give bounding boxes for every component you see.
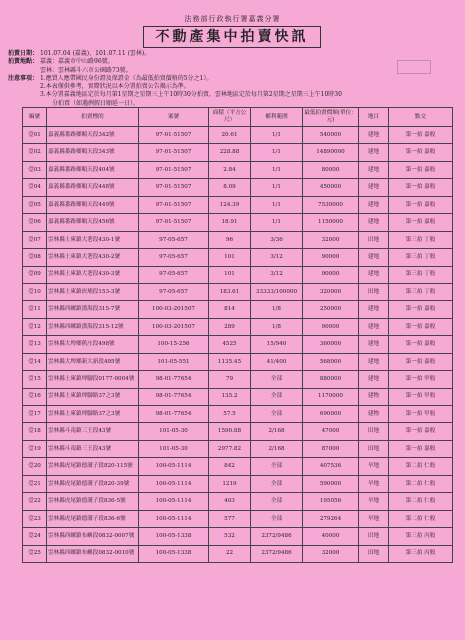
cell-item: 雲林縣大埤鄉舊庄段498號 bbox=[47, 336, 139, 353]
cell-land-type: 田地 bbox=[359, 440, 389, 457]
cell-item: 嘉義縣番路鄉順天段404號 bbox=[47, 161, 139, 178]
cell-share: 1/8 bbox=[251, 301, 303, 318]
cell-min-price: 450000 bbox=[303, 179, 359, 196]
cell-area: 183.61 bbox=[209, 283, 251, 300]
cell-min-price: 87000 bbox=[303, 440, 359, 457]
cell-item: 雲林縣斗南鎮三王段43號 bbox=[47, 440, 139, 457]
cell-area: 1135.45 bbox=[209, 353, 251, 370]
notes-row-3 bbox=[8, 91, 458, 99]
table-row bbox=[23, 458, 453, 475]
location-1: 嘉義：嘉義市中山路96號。 bbox=[40, 58, 114, 66]
cell-land-type: 田地 bbox=[359, 423, 389, 440]
cell-id: 壹11 bbox=[23, 301, 47, 318]
date-value: 101.07.04 (嘉義)、101.07.11 (雲林)。 bbox=[40, 50, 151, 57]
cell-min-price: 80000 bbox=[303, 161, 359, 178]
cell-land-type: 建地 bbox=[359, 371, 389, 388]
cell-area: 532 bbox=[209, 528, 251, 545]
cell-min-price: 7530000 bbox=[303, 196, 359, 213]
cell-share: 1/1 bbox=[251, 214, 303, 231]
table-header-row bbox=[23, 108, 453, 127]
auction-table bbox=[22, 107, 453, 563]
table-row bbox=[23, 161, 453, 178]
column-header-min-price: 最低拍賣價額(單位：元) bbox=[303, 108, 359, 127]
cell-land-type: 建物 bbox=[359, 406, 389, 423]
cell-land-type: 建地 bbox=[359, 144, 389, 161]
note-3b: 分拍賣（如遇例假日順延一日）。 bbox=[52, 99, 140, 107]
column-header-item: 拍賣標的 bbox=[47, 108, 139, 127]
cell-id: 壹23 bbox=[23, 510, 47, 527]
cell-land-type: 旱地 bbox=[359, 493, 389, 510]
cell-min-price: 407536 bbox=[303, 458, 359, 475]
cell-area: 101 bbox=[209, 266, 251, 283]
cell-id: 壹22 bbox=[23, 493, 47, 510]
column-header-id: 編號 bbox=[23, 108, 47, 127]
table-row bbox=[23, 196, 453, 213]
cell-land-type: 建地 bbox=[359, 127, 389, 144]
cell-case-no: 97-05-657 bbox=[139, 231, 209, 248]
cell-id: 壹01 bbox=[23, 127, 47, 144]
cell-land-type: 建地 bbox=[359, 161, 389, 178]
cell-round: 第一拍 嘉般 bbox=[389, 423, 453, 440]
cell-id: 壹03 bbox=[23, 161, 47, 178]
cell-share: 3/36 bbox=[251, 231, 303, 248]
cell-round: 第二拍 仁般 bbox=[389, 475, 453, 492]
cell-min-price: 1150000 bbox=[303, 214, 359, 231]
cell-land-type: 建地 bbox=[359, 353, 389, 370]
cell-min-price: 690000 bbox=[303, 406, 359, 423]
cell-id: 壹07 bbox=[23, 231, 47, 248]
cell-area: 4525 bbox=[209, 336, 251, 353]
cell-item: 嘉義縣番路鄉順天段448號 bbox=[47, 179, 139, 196]
table-row bbox=[23, 336, 453, 353]
cell-round: 第一拍 嘉般 bbox=[389, 179, 453, 196]
table-row bbox=[23, 423, 453, 440]
cell-round: 第三拍 丙般 bbox=[389, 528, 453, 545]
note-2: 2.本表僅供參考，實際狀況以本分署拍賣公告揭示為準。 bbox=[40, 83, 190, 91]
cell-land-type: 旱地 bbox=[359, 475, 389, 492]
cell-round: 第一拍 嘉般 bbox=[389, 127, 453, 144]
notes-label: 注意事項： bbox=[8, 74, 39, 82]
cell-id: 壹15 bbox=[23, 371, 47, 388]
cell-id: 壹16 bbox=[23, 388, 47, 405]
cell-share: 2372/9486 bbox=[251, 545, 303, 562]
cell-id: 壹14 bbox=[23, 353, 47, 370]
table-row bbox=[23, 528, 453, 545]
cell-area: 842 bbox=[209, 458, 251, 475]
cell-case-no: 100-03-201507 bbox=[139, 318, 209, 335]
cell-case-no: 97-05-657 bbox=[139, 249, 209, 266]
cell-item: 嘉義縣番路鄉順天段343號 bbox=[47, 144, 139, 161]
location-label: 拍賣地點： bbox=[8, 58, 39, 66]
cell-share: 全部 bbox=[251, 388, 303, 405]
table-row bbox=[23, 266, 453, 283]
table-row bbox=[23, 231, 453, 248]
cell-share: 1/1 bbox=[251, 196, 303, 213]
cell-case-no: 98-01-77654 bbox=[139, 371, 209, 388]
cell-round: 第三拍 丁般 bbox=[389, 231, 453, 248]
cell-item: 雲林縣土庫鎮大荖段430-3號 bbox=[47, 266, 139, 283]
cell-item: 嘉義縣番路鄉順天段456號 bbox=[47, 214, 139, 231]
cell-id: 壹06 bbox=[23, 214, 47, 231]
cell-min-price: 360000 bbox=[303, 336, 359, 353]
cell-land-type: 建地 bbox=[359, 336, 389, 353]
cell-round: 第一拍 嘉般 bbox=[389, 353, 453, 370]
cell-land-type: 田地 bbox=[359, 231, 389, 248]
table-body bbox=[23, 127, 453, 563]
cell-area: 403 bbox=[209, 493, 251, 510]
cell-land-type: 建地 bbox=[359, 318, 389, 335]
cell-area: 289 bbox=[209, 318, 251, 335]
cell-share: 1/1 bbox=[251, 161, 303, 178]
cell-land-type: 建地 bbox=[359, 179, 389, 196]
cell-case-no: 100-05-1114 bbox=[139, 510, 209, 527]
cell-land-type: 建地 bbox=[359, 249, 389, 266]
cell-round: 第三拍 丙般 bbox=[389, 545, 453, 562]
cell-round: 第一拍 甲般 bbox=[389, 406, 453, 423]
cell-share: 33333/100000 bbox=[251, 283, 303, 300]
cell-share: 1/8 bbox=[251, 318, 303, 335]
cell-area: 1590.88 bbox=[209, 423, 251, 440]
table-row bbox=[23, 214, 453, 231]
cell-area: 18.91 bbox=[209, 214, 251, 231]
cell-share: 1/1 bbox=[251, 179, 303, 196]
cell-share: 3/12 bbox=[251, 266, 303, 283]
column-header-share: 權利範圍 bbox=[251, 108, 303, 127]
cell-round: 第一拍 甲般 bbox=[389, 388, 453, 405]
table-row bbox=[23, 440, 453, 457]
cell-min-price: 279264 bbox=[303, 510, 359, 527]
cell-id: 壹08 bbox=[23, 249, 47, 266]
cell-round: 第三拍 丁般 bbox=[389, 266, 453, 283]
cell-id: 壹19 bbox=[23, 440, 47, 457]
cell-land-type: 建地 bbox=[359, 196, 389, 213]
cell-land-type: 旱地 bbox=[359, 458, 389, 475]
column-header-area: 面積（平方公尺） bbox=[209, 108, 251, 127]
cell-min-price: 590000 bbox=[303, 475, 359, 492]
table-row bbox=[23, 301, 453, 318]
cell-area: 2.84 bbox=[209, 161, 251, 178]
cell-item: 雲林縣大埤鄉新大新段495號 bbox=[47, 353, 139, 370]
cell-land-type: 旱地 bbox=[359, 510, 389, 527]
cell-item: 雲林縣虎尾鎮德溝子段820-39號 bbox=[47, 475, 139, 492]
column-header-case-no: 案號 bbox=[139, 108, 209, 127]
cell-case-no: 97-01-51507 bbox=[139, 144, 209, 161]
cell-id: 壹09 bbox=[23, 266, 47, 283]
cell-case-no: 97-05-657 bbox=[139, 266, 209, 283]
cell-round: 第二拍 仁般 bbox=[389, 458, 453, 475]
cell-area: 814 bbox=[209, 301, 251, 318]
cell-id: 壹13 bbox=[23, 336, 47, 353]
cell-id: 壹12 bbox=[23, 318, 47, 335]
table-row bbox=[23, 406, 453, 423]
cell-land-type: 田地 bbox=[359, 528, 389, 545]
cell-area: 101 bbox=[209, 249, 251, 266]
cell-share: 41/400 bbox=[251, 353, 303, 370]
cell-min-price: 90000 bbox=[303, 266, 359, 283]
cell-min-price: 568000 bbox=[303, 353, 359, 370]
cell-case-no: 100-05-1338 bbox=[139, 528, 209, 545]
cell-item: 雲林縣西螺鎮布嶼段0832-0010號 bbox=[47, 545, 139, 562]
cell-case-no: 100-05-1338 bbox=[139, 545, 209, 562]
cell-area: 79 bbox=[209, 371, 251, 388]
cell-land-type: 田地 bbox=[359, 283, 389, 300]
cell-area: 8.09 bbox=[209, 179, 251, 196]
cell-land-type: 田地 bbox=[359, 545, 389, 562]
cell-case-no: 97-01-51507 bbox=[139, 196, 209, 213]
cell-item: 雲林縣西螺鎮布嶼段0832-0007號 bbox=[47, 528, 139, 545]
cell-min-price: 32000 bbox=[303, 545, 359, 562]
table-row bbox=[23, 179, 453, 196]
cell-min-price: 250000 bbox=[303, 301, 359, 318]
cell-share: 15/940 bbox=[251, 336, 303, 353]
cell-min-price: 40000 bbox=[303, 528, 359, 545]
location-2: 雲林：雲林縣斗六市公園路73號。 bbox=[40, 66, 132, 74]
cell-item: 雲林縣土庫鎮埤腳路37之3號 bbox=[47, 388, 139, 405]
cell-land-type: 建地 bbox=[359, 301, 389, 318]
cell-case-no: 101-05-30 bbox=[139, 423, 209, 440]
cell-share: 全部 bbox=[251, 510, 303, 527]
cell-share: 全部 bbox=[251, 406, 303, 423]
cell-min-price: 540000 bbox=[303, 127, 359, 144]
cell-round: 第一拍 甲般 bbox=[389, 371, 453, 388]
cell-area: 135.2 bbox=[209, 388, 251, 405]
agency-name: 法務部行政執行署嘉義分署 bbox=[184, 15, 281, 23]
cell-area: 577 bbox=[209, 510, 251, 527]
column-header-land-type: 地目 bbox=[359, 108, 389, 127]
note-1: 1.應買人應帶國民身份證及保證金（為最低拍賣價格的5分之1）。 bbox=[40, 74, 213, 82]
cell-share: 全部 bbox=[251, 371, 303, 388]
note-3a: 3.本分署嘉義地區定於每月第1星期之星期三上午10時30分拍賣，雲林地區定於每月第2星期之星期三上午10時30 bbox=[40, 91, 342, 99]
cell-item: 雲林縣土庫鎮大荖段430-2號 bbox=[47, 249, 139, 266]
cell-id: 壹02 bbox=[23, 144, 47, 161]
auction-info bbox=[8, 50, 458, 108]
cell-item: 雲林縣西螺鎮漢海段315-7號 bbox=[47, 301, 139, 318]
cell-area: 2977.82 bbox=[209, 440, 251, 457]
cell-round: 第三拍 丁般 bbox=[389, 283, 453, 300]
cell-min-price: 320000 bbox=[303, 283, 359, 300]
cell-item: 雲林縣土庫鎮埤腳段0177-0004號 bbox=[47, 371, 139, 388]
cell-share: 全部 bbox=[251, 458, 303, 475]
cell-area: 228.88 bbox=[209, 144, 251, 161]
cell-id: 壹17 bbox=[23, 406, 47, 423]
cell-area: 1219 bbox=[209, 475, 251, 492]
cell-area: 22 bbox=[209, 545, 251, 562]
cell-case-no: 97-01-51507 bbox=[139, 179, 209, 196]
cell-item: 雲林縣虎尾鎮德溝子段836-6號 bbox=[47, 510, 139, 527]
table-row bbox=[23, 249, 453, 266]
cell-case-no: 101-05-30 bbox=[139, 440, 209, 457]
table-row bbox=[23, 371, 453, 388]
cell-case-no: 97-05-657 bbox=[139, 283, 209, 300]
cell-round: 第一拍 嘉般 bbox=[389, 301, 453, 318]
cell-item: 雲林縣虎尾鎮德溝子段820-115號 bbox=[47, 458, 139, 475]
cell-land-type: 建地 bbox=[359, 214, 389, 231]
cell-item: 雲林縣西螺鎮漢海段315-12號 bbox=[47, 318, 139, 335]
cell-share: 1/1 bbox=[251, 144, 303, 161]
cell-round: 第二拍 仁般 bbox=[389, 493, 453, 510]
cell-min-price: 14890000 bbox=[303, 144, 359, 161]
cell-case-no: 100-05-1114 bbox=[139, 475, 209, 492]
cell-share: 3/12 bbox=[251, 249, 303, 266]
cell-round: 第一拍 嘉般 bbox=[389, 161, 453, 178]
cell-min-price: 90000 bbox=[303, 318, 359, 335]
table-row bbox=[23, 545, 453, 562]
cell-id: 壹05 bbox=[23, 196, 47, 213]
cell-case-no: 100-05-1114 bbox=[139, 458, 209, 475]
cell-case-no: 98-01-77654 bbox=[139, 406, 209, 423]
table-row bbox=[23, 127, 453, 144]
cell-case-no: 101-05-551 bbox=[139, 353, 209, 370]
cell-min-price: 90000 bbox=[303, 249, 359, 266]
cell-id: 壹18 bbox=[23, 423, 47, 440]
cell-case-no: 97-01-51507 bbox=[139, 127, 209, 144]
cell-case-no: 98-01-77654 bbox=[139, 388, 209, 405]
cell-item: 雲林縣土庫鎮崁埔段153-3號 bbox=[47, 283, 139, 300]
cell-land-type: 建地 bbox=[359, 266, 389, 283]
cell-id: 壹10 bbox=[23, 283, 47, 300]
cell-share: 全部 bbox=[251, 493, 303, 510]
table-row bbox=[23, 388, 453, 405]
cell-area: 124.39 bbox=[209, 196, 251, 213]
cell-id: 壹20 bbox=[23, 458, 47, 475]
cell-min-price: 1170000 bbox=[303, 388, 359, 405]
cell-area: 96 bbox=[209, 231, 251, 248]
cell-id: 壹24 bbox=[23, 528, 47, 545]
cell-item: 嘉義縣番路鄉順天段449號 bbox=[47, 196, 139, 213]
cell-share: 全部 bbox=[251, 475, 303, 492]
cell-case-no: 100-05-1114 bbox=[139, 493, 209, 510]
cell-id: 壹04 bbox=[23, 179, 47, 196]
date-label: 拍賣日期： bbox=[8, 50, 39, 57]
cell-min-price: 47000 bbox=[303, 423, 359, 440]
cell-item: 嘉義縣番路鄉順天段342號 bbox=[47, 127, 139, 144]
cell-round: 第三拍 丁般 bbox=[389, 249, 453, 266]
cell-case-no: 100-03-201507 bbox=[139, 301, 209, 318]
cell-round: 第一拍 嘉般 bbox=[389, 144, 453, 161]
cell-round: 第二拍 仁般 bbox=[389, 510, 453, 527]
cell-case-no: 100-15-256 bbox=[139, 336, 209, 353]
cell-id: 壹21 bbox=[23, 475, 47, 492]
cell-round: 第一拍 嘉般 bbox=[389, 318, 453, 335]
cell-land-type: 建物 bbox=[359, 388, 389, 405]
table-row bbox=[23, 283, 453, 300]
location-row bbox=[8, 58, 458, 66]
table-row bbox=[23, 475, 453, 492]
cell-round: 第一拍 嘉般 bbox=[389, 440, 453, 457]
cell-case-no: 97-01-51507 bbox=[139, 214, 209, 231]
table-row bbox=[23, 144, 453, 161]
cell-min-price: 880000 bbox=[303, 371, 359, 388]
column-header-round: 點交 bbox=[389, 108, 453, 127]
table-row bbox=[23, 318, 453, 335]
cell-item: 雲林縣斗南鎮三王段43號 bbox=[47, 423, 139, 440]
table-row bbox=[23, 353, 453, 370]
cell-round: 第一拍 嘉般 bbox=[389, 214, 453, 231]
cell-min-price: 32000 bbox=[303, 231, 359, 248]
cell-share: 1/1 bbox=[251, 127, 303, 144]
cell-item: 雲林縣土庫鎮埤腳路37之3號 bbox=[47, 406, 139, 423]
table-row bbox=[23, 493, 453, 510]
cell-item: 雲林縣土庫鎮大荖段430-1號 bbox=[47, 231, 139, 248]
page-title: 不動產集中拍賣快訊 bbox=[143, 26, 321, 48]
cell-min-price: 195056 bbox=[303, 493, 359, 510]
cell-share: 2372/9486 bbox=[251, 528, 303, 545]
cell-area: 20.61 bbox=[209, 127, 251, 144]
cell-round: 第一拍 嘉般 bbox=[389, 196, 453, 213]
location-row-2 bbox=[8, 67, 458, 75]
table-row bbox=[23, 510, 453, 527]
cell-share: 2/168 bbox=[251, 440, 303, 457]
notes-row-1 bbox=[8, 75, 458, 83]
cell-round: 第一拍 嘉般 bbox=[389, 336, 453, 353]
cell-share: 2/168 bbox=[251, 423, 303, 440]
cell-item: 雲林縣虎尾鎮德溝子段836-5號 bbox=[47, 493, 139, 510]
cell-area: 57.5 bbox=[209, 406, 251, 423]
cell-case-no: 97-01-51507 bbox=[139, 161, 209, 178]
cell-id: 壹25 bbox=[23, 545, 47, 562]
